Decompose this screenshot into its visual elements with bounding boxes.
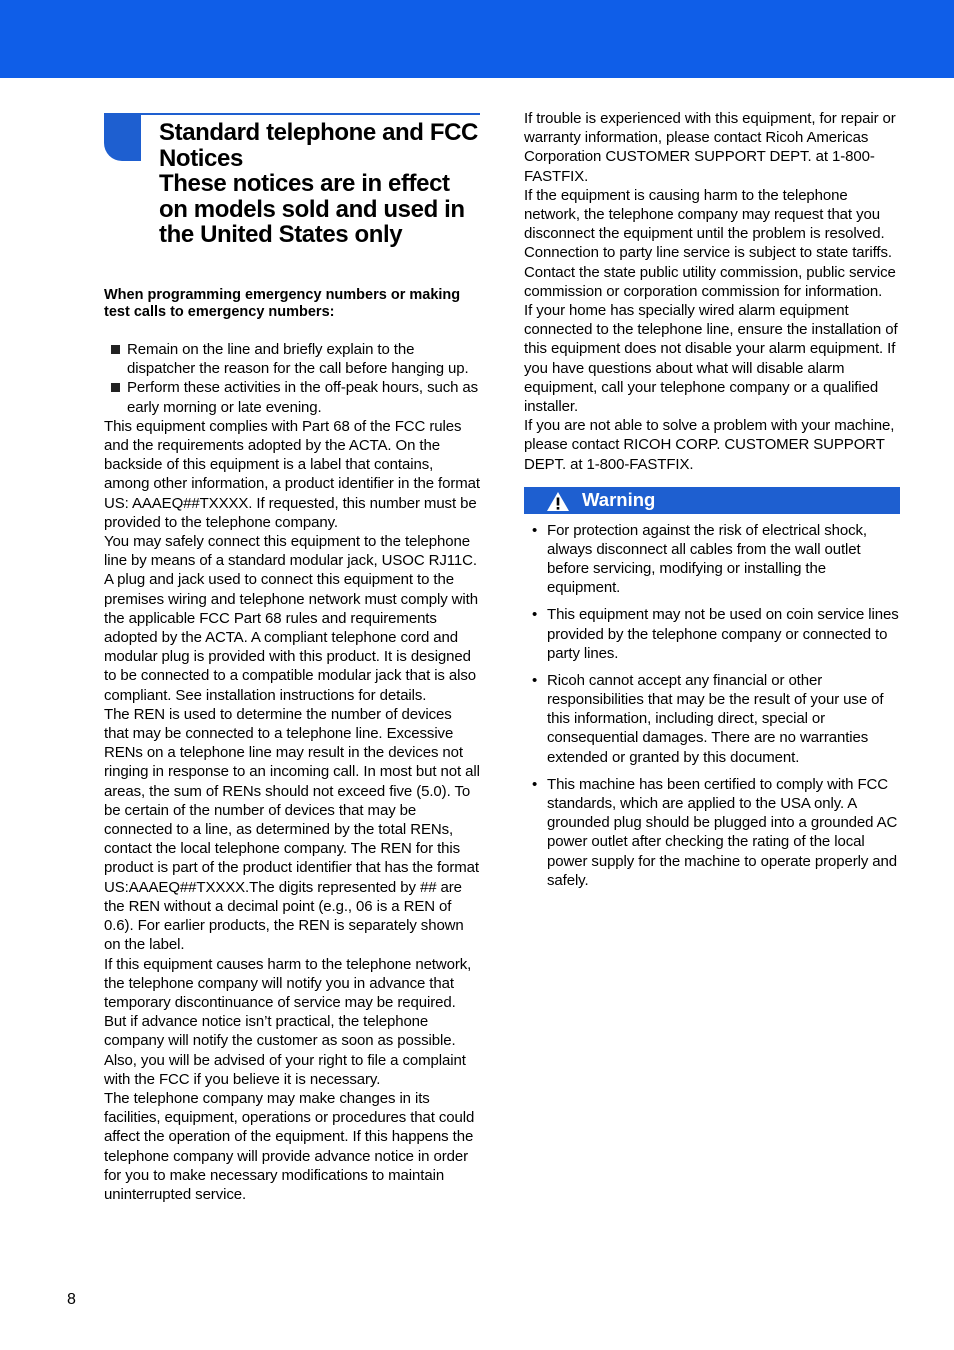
page-number: 8 — [67, 1291, 76, 1308]
fcc-notice-body — [104, 417, 480, 1204]
list-item — [524, 671, 900, 767]
left-column — [104, 113, 480, 1204]
list-item-text: Ricoh cannot accept any financial or other responsibilities that may be the result of your use of this information, including direct, special or consequential damages. There are no warranties extended or granted by this document. — [547, 671, 884, 766]
warning-triangle-icon — [546, 491, 570, 512]
section-title-line: These notices are in effect — [159, 170, 450, 198]
square-bullet-icon — [111, 345, 120, 354]
list-item — [104, 378, 480, 416]
bullet-icon: • — [532, 521, 538, 539]
list-item — [524, 605, 900, 663]
paragraph: If your home has specially wired alarm equipment connected to the telephone line, ensure the installation of this equipment does not disable your alarm equipment. If you have questions about what will disable alarm equipment, call your telephone company or a qualified installer. — [524, 302, 898, 416]
right-column — [524, 109, 900, 898]
section-title — [159, 120, 489, 248]
warning-banner — [524, 487, 900, 514]
heading-rule — [104, 113, 480, 115]
paragraph: If the equipment is causing harm to the telephone network, the telephone company may request that you disconnect the equipment until the problem is resolved. — [524, 186, 885, 243]
list-item-text: Perform these activities in the off-peak hours, such as early morning or late evening. — [127, 379, 479, 416]
section-heading-block — [104, 113, 480, 283]
square-bullet-icon — [111, 383, 120, 392]
support-notice-body — [524, 109, 900, 474]
paragraph: If you are not able to solve a problem with your machine, please contact RICOH CORP. CUSTOMER SUPPORT DEPT. at 1-800-FASTFIX. — [524, 417, 895, 473]
paragraph: If this equipment causes harm to the telephone network, the telephone company will notify you in advance that temporary discontinuance of service may be required. But if advance notice isn’t practical, the telephone company will notify the customer as soon as possible. Also, you will be advised of your right to file a complaint with the FCC if you believe it is necessary. — [104, 955, 472, 1088]
emergency-subheading: When programming emergency numbers or making test calls to emergency numbers: — [104, 287, 461, 320]
paragraph: If trouble is experienced with this equipment, for repair or warranty information, please contact Ricoh Americas Corporation CUSTOMER SUPPORT DEPT. at 1-800-FASTFIX. — [524, 110, 896, 185]
emergency-bullet-list — [104, 340, 480, 417]
bullet-icon: • — [532, 775, 538, 793]
paragraph: A plug and jack used to connect this equipment to the premises wiring and telephone network must comply with the applicable FCC Part 68 rules and requirements adopted by the ACTA. A compliant telephone cord and modular plug is provided with this product. It is designed to be connected to a compatible modular jack that is also compliant. See installation instructions for details. — [104, 571, 478, 704]
warning-list — [524, 521, 900, 890]
section-title-line: Notices — [159, 144, 243, 172]
section-title-line: on models sold and used in — [159, 195, 465, 223]
paragraph: The telephone company may make changes in its facilities, equipment, operations or procedures that could affect the operation of the equipment. If this happens the telephone company will provide advance notice in order for you to make necessary modifications to maintain uninterrupted service. — [104, 1089, 475, 1203]
paragraph: You may safely connect this equipment to the telephone line by means of a standard modular jack, USOC RJ11C. — [104, 533, 477, 570]
paragraph: The REN is used to determine the number of devices that may be connected to a telephone line. Excessive RENs on a telephone line may result in the devices not ringing in response to an incoming call. In most but not all areas, the sum of RENs should not exceed five (5.0). To be certain of the number of devices that may be connected to a line, as determined by the total RENs, contact the local telephone company. The REN for this product is part of the product identifier that has the format US:AAAEQ##TXXXX.The digits represented by ## are the REN without a decimal point (e.g., 06 is a REN of 0.6). For earlier products, the REN is separately shown on the label. — [104, 705, 480, 954]
bullet-icon: • — [532, 671, 538, 689]
paragraph: This equipment complies with Part 68 of the FCC rules and the requirements adopted by the ACTA. On the backside of this equipment is a label that contains, among other information, a product identifier in the format US: AAAEQ##TXXXX. If requested, this number must be provided to the telephone company. — [104, 417, 480, 531]
list-item-text: For protection against the risk of electrical shock, always disconnect all cables from the wall outlet before servicing, modifying or installing the equipment. — [547, 521, 867, 597]
list-item — [524, 775, 900, 890]
heading-tab-marker — [104, 113, 141, 161]
section-title-line: the United States only — [159, 221, 403, 249]
list-item — [104, 340, 480, 378]
list-item — [524, 521, 900, 598]
list-item-text: Remain on the line and briefly explain to the dispatcher the reason for the call before hanging up. — [127, 341, 469, 378]
header-band — [0, 0, 954, 78]
list-item-text: This machine has been certified to comply with FCC standards, which are applied to the USA only. A grounded plug should be plugged into a grounded AC power outlet after checking the rating of the local power supply for the machine to operate properly and safely. — [547, 775, 898, 889]
paragraph: Connection to party line service is subject to state tariffs. Contact the state public utility commission, public service commission or corporation commission for information. — [524, 244, 896, 300]
section-title-line: Standard telephone and FCC — [159, 119, 478, 146]
list-item-text: This equipment may not be used on coin service lines provided by the telephone company or connected to party lines. — [547, 606, 899, 662]
warning-label: Warning — [582, 488, 656, 510]
bullet-icon: • — [532, 606, 538, 624]
